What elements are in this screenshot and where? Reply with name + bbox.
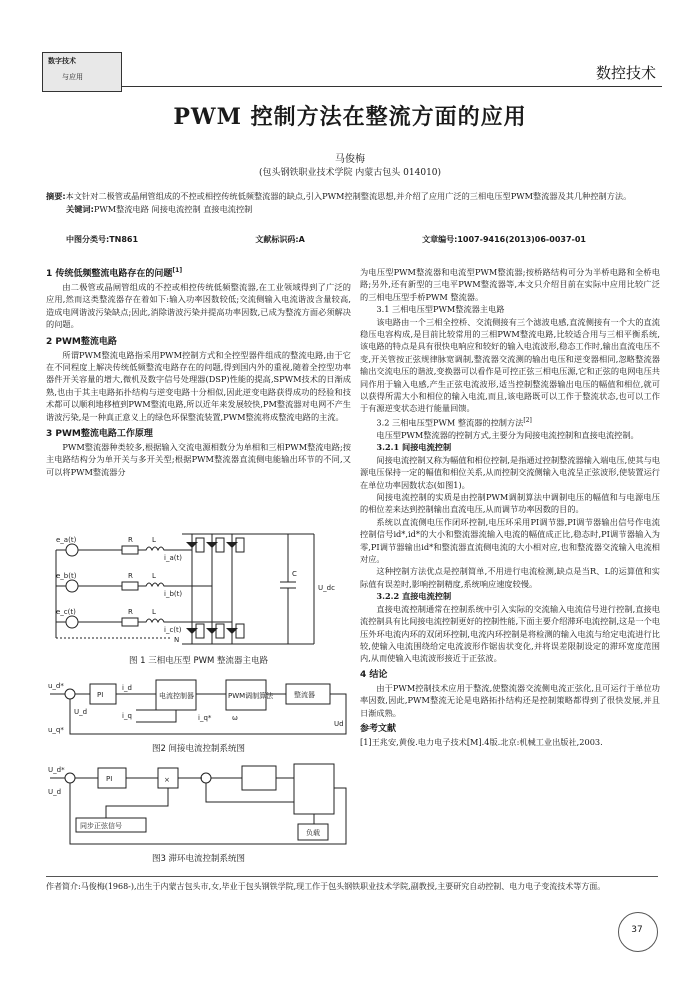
fig3-current-compare: [201, 773, 211, 783]
fig2-rectifier: 整流器: [294, 691, 315, 699]
figure-1-circuit: [52, 528, 352, 650]
dc-capacitor: [280, 534, 296, 644]
section-3-2-ref: [2]: [523, 416, 532, 424]
inductor-c: [138, 619, 232, 622]
abstract-label: 摘要:: [46, 191, 66, 201]
label-r1: R: [128, 536, 133, 544]
fig2-pwm: PWM调制算法: [228, 692, 274, 700]
section-2-heading: 2 PWM整流电路: [46, 336, 117, 347]
label-r2: R: [128, 572, 133, 580]
figure-2-diagram: [46, 670, 352, 740]
section-2-paragraph: 所谓PWM整流电路指采用PWM控制方式和全控型器件组成的整流电路,由于它在不同程度上解决传统低频整流电路存在的问题,得到国内外的重视,随着全控型功率器件开关容量的增大,微机及数字信号处理器(DSP)性能的提高,SPWM技术的日渐成熟,也由于其主电路拓扑结构与逆变电路十分相似,因此逆变电路获得成功的经验和技术都可以顺利地移植到PWM整流电路,所以近年来发展较快,PM整流器对电网不产生谐波污染,是一种真正意义上的绿色环保整流装置,PWM整流将成整流电路的主流。: [46, 349, 351, 422]
fig3-pi: PI: [106, 775, 113, 783]
header-rule: [122, 86, 662, 87]
label-r3: R: [128, 608, 133, 616]
section-3-1-paragraph: 该电路由一个三相全控桥、交流侧接有三个滤波电感,直流侧接有一个大的直流稳压电容构成,是目前比较常用的三相PWM整流电路,比较适合用与三相平衡系统,该电路的特点是具有很快电响应和较好的输入电流波形,稳态工作时,输出直流电压不变,开关管按正弦规律脉宽调制,整流器交流测的输出电压和逆变器相同,忽略整流器输出交流电压的谐波,变换器可以看作是可控正弦三相电压源,它和正弦的电网电压共同作用于输入电感,产生正弦电流波形,适当控制整流器输出电压的幅值和相位,就可以获得所需大小和相位的输入电流,而且,该电路既可以工作于整流状态,也可以工作于有源逆变状态进行能量回馈。: [360, 316, 660, 414]
fig3-load: 负载: [306, 829, 320, 837]
source-a: [66, 544, 78, 556]
keywords-text: PWM整流电路 间接电流控制 直接电流控制: [93, 204, 253, 214]
affiliation: (包头钢铁职业技术学院 内蒙古包头 014010): [258, 168, 442, 178]
abstract: [46, 190, 658, 203]
logo-line1: 数字技术: [48, 57, 76, 65]
section-3-paragraph: PWM整流器种类较多,根据输入交流电源相数分为单相和三相PWM整流电路;按主电路结构分为单开关与多开关型;根据PWM整流器直流侧电能输出环节的不同,又可以将PWM整流器分: [46, 442, 351, 477]
continued-paragraph: 为电压型PWM整流器和电流型PWM整流器;按桥路结构可分为半桥电路和全桥电路;另外,还有新型的三电平PWM整流器等,本文只介绍目前在实际中应用比较广泛的三相电压型手桥PWM 整流器。: [360, 267, 660, 302]
article-number: 文章编号:1007-9416(2013)06-0037-01: [422, 235, 586, 244]
article-title: PWM 控制方法在整流方面的应用: [173, 104, 527, 130]
label-l1: L: [152, 536, 156, 544]
section-3-2-1-paragraph-a: 间接电流控制又称为幅值和相位控制,是指通过控制整流器输入端电压,使其与电源电压保持一定的幅值和相位关系,从而控制交流侧输入电流呈正弦波形,使装置运行在单位功率因数状态(如图1)。: [360, 454, 660, 490]
fig3-ud: U_d: [48, 788, 62, 796]
abstract-block: [46, 190, 658, 216]
section-4-paragraph: 由于PWM控制技术应用于整流,使整流器交流侧电流正弦化,且可运行于单位功率因数,因此,PWM整流无论是电路拓扑结构还是控制策略都得到了很快发展,并且日渐成熟。: [360, 682, 660, 718]
keywords-label: 关键词:: [66, 204, 94, 214]
classification-row: [66, 234, 586, 245]
fig3-hysteresis-block: [242, 766, 276, 790]
label-ib: i_b(t): [164, 590, 183, 598]
section-1-heading: [46, 264, 351, 281]
page-number: 37: [631, 925, 643, 935]
reference-1: [1]王兆安,黄俊.电力电子技术[M].4版.北京:机械工业出版社,2003.: [360, 736, 603, 747]
fig2-iq-ref: i_q*: [198, 714, 212, 722]
keywords: [46, 203, 658, 216]
section-4-heading: 4 结论: [360, 669, 388, 680]
figure-1-caption: 图 1 三相电压型 PWM 整流器主电路: [128, 656, 269, 666]
fig2-uq-ref: u_q*: [48, 726, 64, 734]
fig2-pi: PI: [97, 691, 104, 699]
author-bio: 作者简介:马俊梅(1968-),出生于内蒙古包头市,女,毕业于包头钢铁学院,现工作于包头钢铁职业技术学院,副教授,主要研究自动控制、电力电子变流技术等方面。: [46, 882, 606, 891]
section-3-2-2-paragraph: 直接电流控制通常在控制系统中引入实际的交流输入电流信号进行控制,直接电流控制具有比间接电流控制更好的控制性能,下面主要介绍滞环电流控制,这是一个电压外环电流内环的双闭环控制,电流内环控制是将检测的输入电流与给定电流进行比较,使输入电流围绕给定电流波形作锯齿状变化,并将误差限制设定的滞环宽度范围内,从而使输入电流波形接近于正弦波。: [360, 603, 660, 664]
author: 马俊梅: [335, 154, 365, 165]
figure-3-diagram: [46, 758, 352, 846]
label-ic: i_c(t): [164, 626, 182, 634]
label-ea: e_a(t): [56, 536, 77, 544]
label-eb: e_b(t): [56, 572, 77, 580]
label-ec: e_c(t): [56, 608, 76, 616]
fig2-ud-ref: u_d*: [48, 682, 64, 690]
resistor-c: [122, 618, 138, 626]
resistor-b: [122, 582, 138, 590]
section-3-2-1-paragraph-b: 间接电流控制的实质是由控制PWM调制算法中调制电压的幅值和与电源电压的相位差来达到控制输出直流电压,从而调节功率因数的目的。: [360, 492, 660, 515]
fig3-multiply: ×: [164, 776, 170, 784]
summing-junction: [65, 689, 75, 699]
footer-rule: [46, 876, 658, 877]
right-column: [360, 266, 660, 748]
section-1-ref: [1]: [172, 267, 183, 274]
abstract-text: 本文针对二极管或晶闸管组成的不控或相控传统低频整流器的缺点,引入PWM控制整流思想,并介绍了应用广泛的三相电压型PWM整流器及其几种控制方法。: [65, 191, 632, 201]
section-3-1-heading: 3.1 三相电压型PWM整流器主电路: [376, 304, 505, 315]
section-name: 数控技术: [595, 64, 656, 82]
section-3-2-heading: [360, 415, 660, 429]
fig3-summing-junction: [65, 773, 75, 783]
fig3-sync: 同步正弦信号: [80, 822, 122, 830]
source-c: [66, 616, 78, 628]
section-3-2-2-heading: 3.2.2 直接电流控制: [376, 591, 452, 602]
clc-number: 中图分类号:TN861: [66, 235, 139, 244]
fig2-omega: ω: [232, 714, 238, 722]
figure-2-caption: 图2 间接电流控制系统图: [151, 744, 246, 754]
label-ia: i_a(t): [164, 554, 182, 562]
section-3-2-1-heading: 3.2.1 间接电流控制: [376, 442, 452, 453]
label-l3: L: [152, 608, 156, 616]
fig3-bridge-block: [294, 764, 334, 814]
label-l2: L: [152, 572, 156, 580]
section-3-2-1-paragraph-c: 系统以直流侧电压作闭环控制,电压环采用PI调节器,PI调节器输出信号作电流控制信号id*,id*的大小和整流器流输入电流的幅值成正比,稳态时,PI调节器输入为零,PI调节器输出id*和整流器直流侧电流的大小相对应,也和整流器交流输入电流相对应。: [360, 516, 660, 565]
label-udc: U_dc: [318, 584, 335, 592]
source-b: [66, 580, 78, 592]
label-n: N: [174, 636, 180, 644]
section-3-2-title: 3.2 三相电压型PWM 整流器的控制方法: [376, 417, 524, 428]
resistor-a: [122, 546, 138, 554]
fig2-current-controller: 电流控制器: [159, 692, 194, 700]
label-c: C: [292, 570, 297, 578]
fig2-ud: U_d: [74, 708, 88, 716]
section-3-heading: 3 PWM整流电路工作原理: [46, 429, 153, 440]
section-3-2-1-paragraph-d: 这种控制方法优点是控制简单,不用进行电流检测,缺点是当R、L的运算值和实际值有误差时,影响控制精度,系统响应速度较慢。: [360, 566, 660, 589]
section-3-2-paragraph: 电压型PWM整流器的控制方式,主要分为间接电流控制和直接电流控制。: [376, 430, 639, 441]
references-heading: 参考文献: [360, 723, 397, 734]
fig2-iq: i_q: [122, 712, 132, 720]
logo-line2: 与应用: [62, 73, 83, 81]
document-code: 文献标识码:A: [255, 235, 305, 244]
inductor-b: [138, 583, 212, 586]
fig2-id: i_d: [122, 684, 132, 692]
section-1-paragraph: 由二极管或晶闸管组成的不控或相控传统低频整流器,在工业领域得到了广泛的应用,然而这类整流器存在着如下:输入功率因数较低;交流侧输入电流谐波含量较高,造成电网谐波污染缺点;因此,消除谐波污染并提高功率因数,已成为整流方面必须解决的问题。: [46, 282, 351, 330]
left-column: [46, 264, 351, 478]
fig3-ud-ref: U_d*: [48, 766, 65, 774]
figure-3-caption: 图3 滞环电流控制系统图: [151, 854, 246, 864]
inductor-a: [138, 547, 192, 550]
fig2-ud-out: Ud: [334, 720, 344, 728]
section-1-title: 1 传统低频整流电路存在的问题: [46, 269, 173, 279]
